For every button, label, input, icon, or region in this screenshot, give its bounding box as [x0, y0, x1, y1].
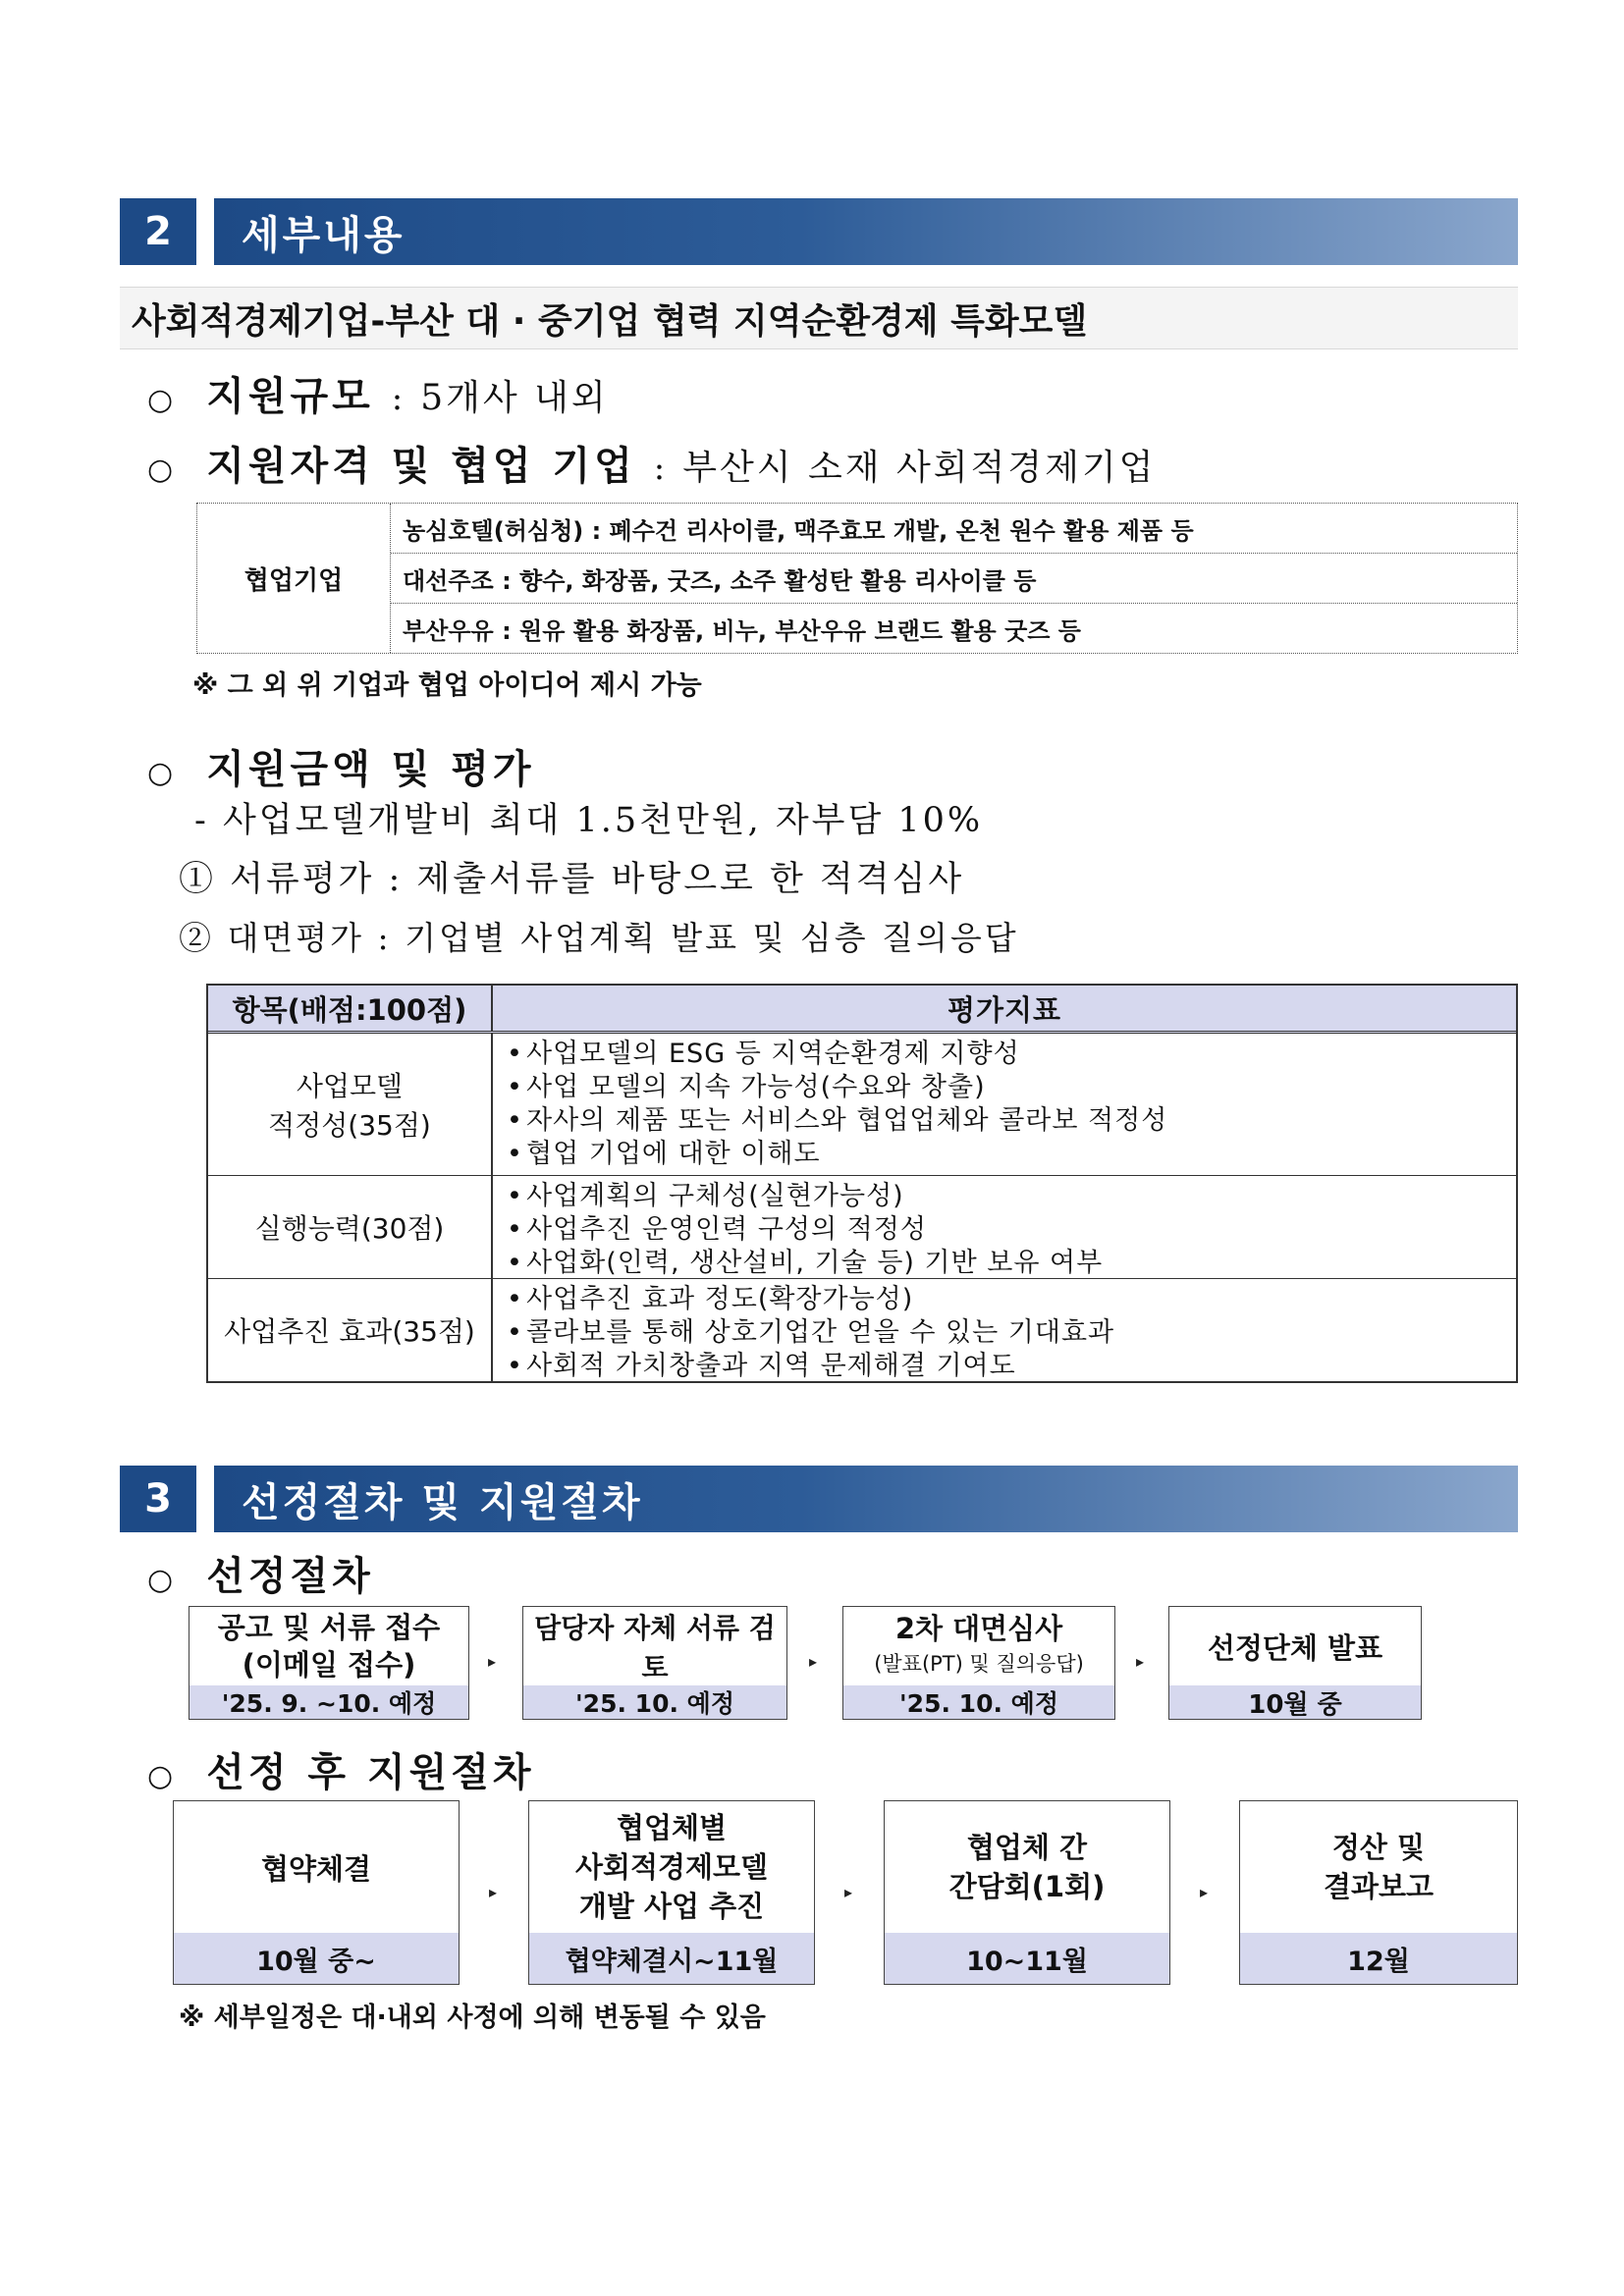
partner-row: 대선주조 : 향수, 화장품, 굿즈, 소주 활성탄 활용 리사이클 등	[391, 554, 1517, 604]
table-row	[208, 1279, 1516, 1381]
step-date: 10월 중	[1169, 1685, 1421, 1719]
support-step-3	[884, 1800, 1170, 1985]
step-title: 2차 대면심사	[894, 1612, 1063, 1645]
separator: :	[391, 379, 404, 418]
step-title: 간담회(1회)	[948, 1870, 1106, 1903]
arrow-icon: ▸	[488, 1652, 497, 1671]
step-title: 협약체결	[260, 1851, 372, 1886]
eligibility-label: 지원자격 및 협업 기업	[206, 443, 636, 489]
step-title: 사회적경제모델	[574, 1850, 769, 1884]
selection-process-label: 선정절차	[206, 1553, 374, 1599]
evaluation-table-header	[208, 986, 1516, 1034]
section-3-number: 3	[120, 1466, 196, 1532]
step-title: 협업체 간	[966, 1831, 1088, 1864]
criteria-item: • 사업화(인력, 생산설비, 기술 등) 기반 보유 여부	[507, 1248, 1104, 1278]
support-scale-label: 지원규모	[206, 373, 374, 419]
partner-row: 농심호텔(허심청) : 폐수건 리사이클, 맥주효모 개발, 온천 원수 활용 제품 등	[391, 504, 1517, 554]
selection-process-line	[147, 1545, 374, 1601]
support-step-1	[173, 1800, 460, 1985]
partner-header: 협업기업	[197, 504, 391, 653]
table-row	[208, 1034, 1516, 1176]
item-name: 사업모델	[296, 1070, 404, 1102]
bullet-circle: ○	[147, 383, 174, 417]
document-review: ① 서류평가 : 제출서류를 바탕으로 한 적격심사	[179, 860, 965, 899]
eligibility-value: 부산시 소재 사회적경제기업	[682, 448, 1157, 488]
arrow-icon: ▸	[1200, 1883, 1209, 1901]
funding-detail: - 사업모델개발비 최대 1.5천만원, 자부담 10%	[194, 801, 984, 840]
step-date: 10월 중~	[174, 1933, 459, 1984]
step-subtitle: (이메일 접수)	[242, 1648, 416, 1682]
arrow-icon: ▸	[844, 1883, 853, 1901]
support-scale-value: 5개사 내외	[420, 378, 609, 418]
step-date: 12월	[1240, 1933, 1517, 1984]
item-score: 적정성(35점)	[268, 1109, 431, 1142]
step-title: 선정단체 발표	[1207, 1630, 1383, 1665]
column-header-item: 항목(배점:100점)	[208, 986, 493, 1031]
step-date: '25. 10. 예정	[843, 1685, 1114, 1719]
step-date: '25. 9. ~10. 예정	[189, 1685, 468, 1719]
criteria-item: • 사업계획의 구체성(실현가능성)	[507, 1181, 904, 1211]
support-process-label: 선정 후 지원절차	[206, 1749, 535, 1795]
arrow-icon: ▸	[1136, 1652, 1145, 1671]
funding-line	[147, 738, 535, 794]
item-name: 사업추진 효과(35점)	[208, 1279, 493, 1381]
section-2-title: 세부내용	[214, 198, 1518, 265]
bullet-circle: ○	[147, 756, 174, 790]
bullet-circle: ○	[147, 1563, 174, 1597]
evaluation-table	[206, 984, 1518, 1383]
table-row	[208, 1176, 1516, 1279]
support-step-2	[528, 1800, 815, 1985]
step-title: 결과보고	[1323, 1870, 1435, 1903]
selection-step-2	[522, 1606, 787, 1720]
selection-step-1	[189, 1606, 469, 1720]
step-date: 협약체결시~11월	[529, 1933, 814, 1984]
criteria-item: • 사업모델의 ESG 등 지역순환경제 지향성	[507, 1039, 1020, 1069]
criteria-item: • 자사의 제품 또는 서비스와 협업업체와 콜라보 적정성	[507, 1105, 1168, 1136]
criteria-item: • 사업추진 운영인력 구성의 적정성	[507, 1214, 927, 1245]
step-date: 10~11월	[885, 1933, 1169, 1984]
arrow-icon: ▸	[489, 1883, 498, 1901]
section-3-title: 선정절차 및 지원절차	[214, 1466, 1518, 1532]
arrow-icon: ▸	[809, 1652, 818, 1671]
criteria-item: • 사회적 가치창출과 지역 문제해결 기여도	[507, 1351, 1016, 1381]
partner-companies-table	[196, 503, 1518, 654]
step-title: 공고 및 서류 접수	[217, 1611, 441, 1644]
step-title: 담당자 자체 서류 검토	[534, 1612, 776, 1683]
step-title: 정산 및	[1331, 1831, 1426, 1864]
criteria-item: • 콜라보를 통해 상호기업간 얻을 수 있는 기대효과	[507, 1317, 1115, 1348]
separator: :	[653, 449, 666, 488]
section-2-number: 2	[120, 198, 196, 265]
criteria-item: • 사업추진 효과 정도(확장가능성)	[507, 1284, 914, 1314]
partners-note: ※ 그 외 위 기업과 협업 아이디어 제시 가능	[192, 670, 702, 701]
step-title: 협업체별	[616, 1811, 728, 1844]
program-subtitle: 사회적경제기업-부산 대 · 중기업 협력 지역순환경제 특화모델	[120, 287, 1518, 349]
eligibility-line	[147, 435, 1156, 491]
selection-step-3	[842, 1606, 1115, 1720]
step-title: 개발 사업 추진	[578, 1890, 765, 1923]
selection-step-4	[1168, 1606, 1422, 1720]
item-name: 실행능력(30점)	[208, 1176, 493, 1278]
criteria-item: • 협업 기업에 대한 이해도	[507, 1139, 821, 1169]
schedule-note: ※ 세부일정은 대·내외 사정에 의해 변동될 수 있음	[179, 2002, 766, 2033]
interview-review: ② 대면평가 : 기업별 사업계획 발표 및 심층 질의응답	[179, 919, 1019, 957]
support-scale-line	[147, 365, 609, 421]
support-process-line	[147, 1741, 535, 1797]
step-date: '25. 10. 예정	[523, 1685, 786, 1719]
bullet-circle: ○	[147, 1759, 174, 1793]
partner-row: 부산우유 : 원유 활용 화장품, 비누, 부산우유 브랜드 활용 굿즈 등	[403, 616, 1081, 645]
column-header-criteria: 평가지표	[947, 992, 1062, 1027]
step-subtitle: (발표(PT) 및 질의응답)	[874, 1652, 1084, 1676]
funding-label: 지원금액 및 평가	[206, 746, 535, 792]
bullet-circle: ○	[147, 453, 174, 487]
support-step-4	[1239, 1800, 1518, 1985]
criteria-item: • 사업 모델의 지속 가능성(수요와 창출)	[507, 1072, 986, 1102]
